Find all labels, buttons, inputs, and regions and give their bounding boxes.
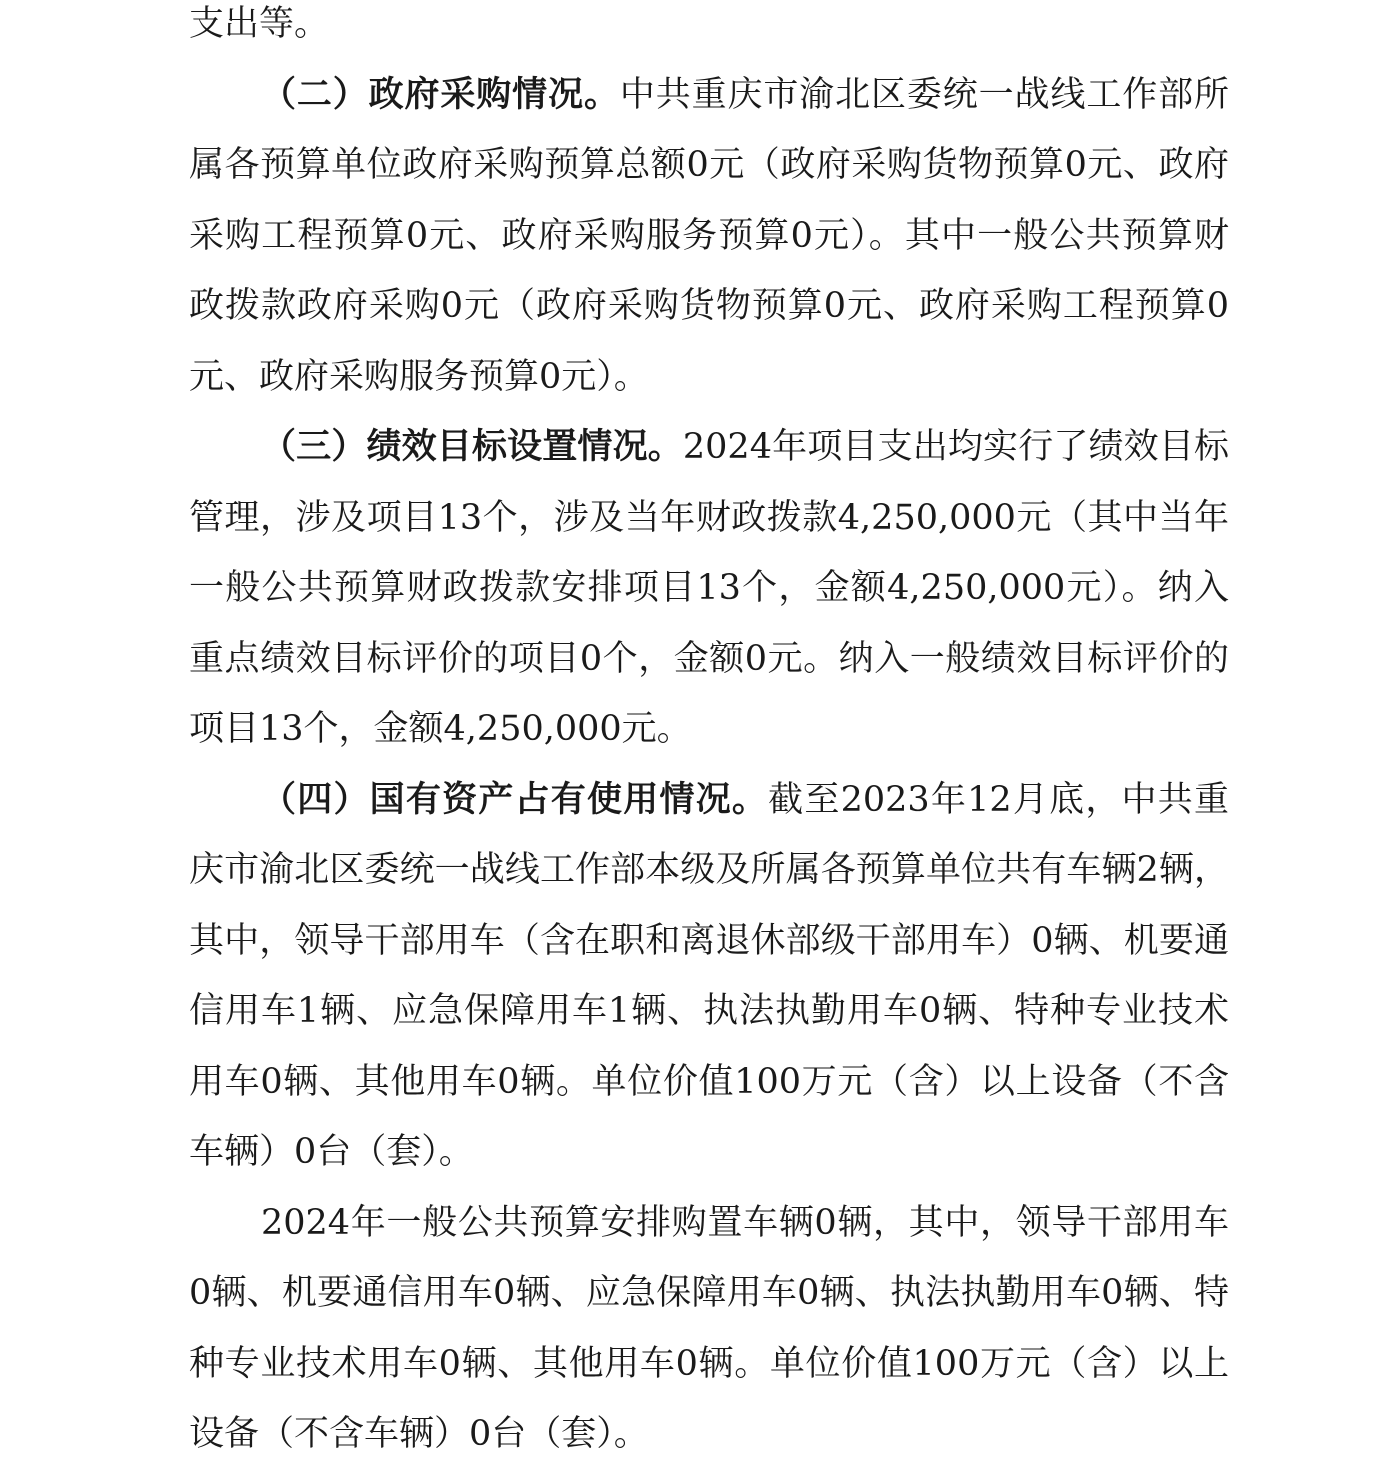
- paragraph-state-assets: [189, 765, 1229, 1188]
- section-heading: （三）绩效目标设置情况。: [261, 426, 683, 467]
- paragraph-text: 中共重庆市渝北区委统一战线工作部所属各预算单位政府采购预算总额0元（政府采购货物预算0元、政府采购工程预算0元、政府采购服务预算0元）。其中一般公共预算财政拨款政府采购0元（政府采购货物预算0元、政府采购工程预算0元、政府采购服务预算0元）。: [189, 74, 1229, 397]
- section-heading: （二）政府采购情况。: [261, 73, 620, 115]
- paragraph-text: 截至2023年12月底，中共重庆市渝北区委统一战线工作部本级及所属各预算单位共有车辆2辆，其中，领导干部用车（含在职和离退休部级干部用车）0辆、机要通信用车1辆、应急保障用车1辆、执法执勤用车0辆、特种专业技术用车0辆、其他用车0辆。单位价值100万元（含）以上设备（不含车辆）0台（套）。: [189, 779, 1229, 1172]
- paragraph-continuation: [189, 0, 1229, 60]
- paragraph-vehicle-purchase: [189, 1188, 1229, 1470]
- paragraph-text: 2024年项目支出均实行了绩效目标管理，涉及项目13个，涉及当年财政拨款4,250,000元（其中当年一般公共预算财政拨款安排项目13个，金额4,250,000元）。纳入重点绩效目标评价的项目0个，金额0元。纳入一般绩效目标评价的项目13个，金额4,250,000元。: [189, 427, 1229, 749]
- document-page: [189, 0, 1229, 1470]
- section-heading: （四）国有资产占有使用情况。: [261, 778, 769, 820]
- paragraph-government-procurement: [189, 60, 1229, 413]
- paragraph-text: 2024年一般公共预算安排购置车辆0辆，其中，领导干部用车0辆、机要通信用车0辆、应急保障用车0辆、执法执勤用车0辆、特种专业技术用车0辆、其他用车0辆。单位价值100万元（含）以上设备（不含车辆）0台（套）。: [189, 1202, 1229, 1454]
- paragraph-text: 支出等。: [189, 4, 330, 44]
- paragraph-performance-targets: [189, 412, 1229, 765]
